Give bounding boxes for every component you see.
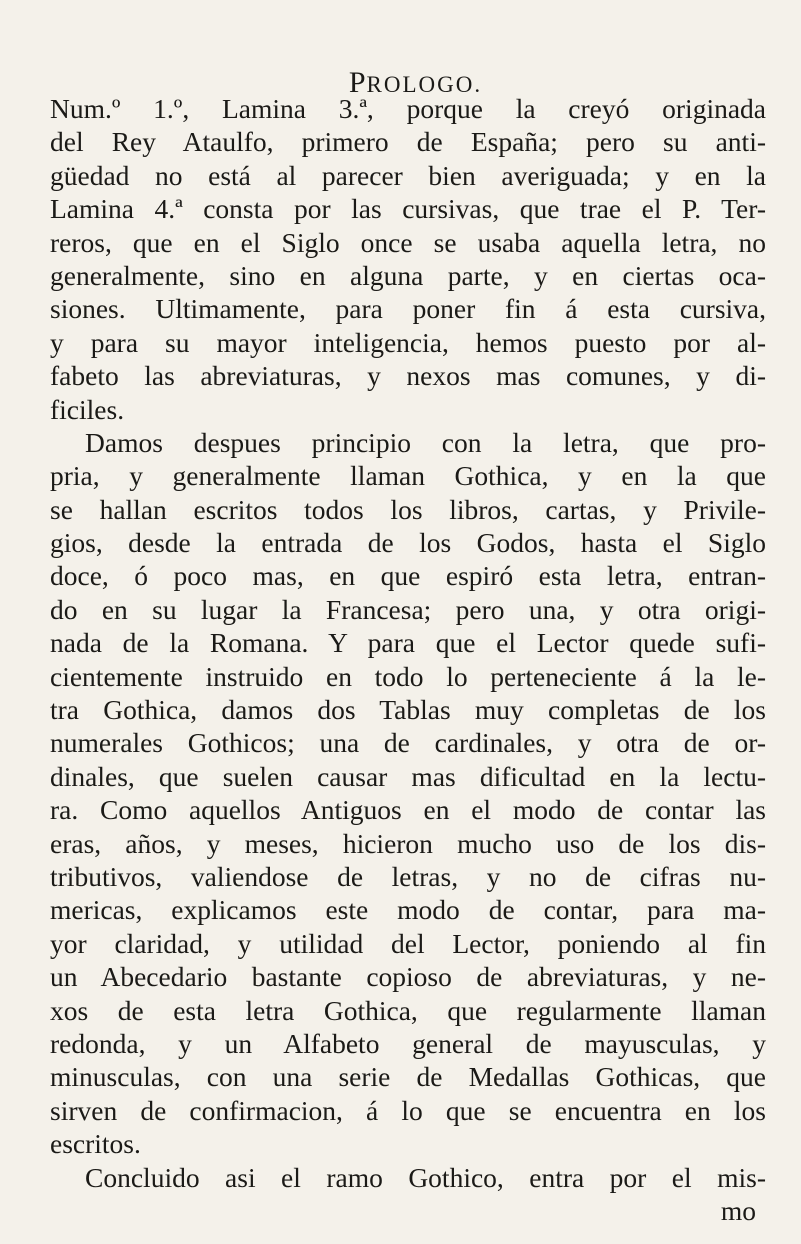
text-line: minusculas, con una serie de Medallas Gothicas, que: [50, 1061, 766, 1093]
text-line: xos de esta letra Gothica, que regularmente llaman: [50, 994, 766, 1026]
text-line: escritos.: [50, 1128, 141, 1160]
text-line: reros, que en el Siglo once se usaba aquella letra, no: [50, 226, 766, 258]
text-line: Num.º 1.º, Lamina 3.ª, porque la creyó originada: [50, 93, 766, 124]
text-line: ra. Como aquellos Antiguos en el modo de contar las: [50, 794, 766, 826]
text-line: siones. Ultimamente, para poner fin á esta cursiva,: [50, 293, 766, 325]
text-line: tra Gothica, damos dos Tablas muy completas de los: [50, 694, 766, 726]
text-line: mericas, explicamos este modo de contar, para ma-: [50, 894, 766, 926]
running-head-rest: ROLOGO.: [366, 72, 483, 97]
text-line: eras, años, y meses, hicieron mucho uso de los dis-: [50, 827, 766, 859]
text-line: cientemente instruido en todo lo perteneciente á la le-: [50, 660, 766, 692]
text-line: numerales Gothicos; una de cardinales, y otra de or-: [50, 727, 766, 759]
text-line: dinales, que suelen causar mas dificultad en la lectu-: [50, 760, 766, 792]
text-line: mo: [720, 1194, 756, 1226]
text-line: se hallan escritos todos los libros, cartas, y Privile-: [50, 493, 766, 525]
text-line: ficiles.: [50, 393, 125, 425]
text-line: do en su lugar la Francesa; pero una, y otra origi-: [50, 593, 766, 625]
body-text: [50, 92, 766, 1227]
running-head-initial: P: [348, 66, 367, 99]
text-line: generalmente, sino en alguna parte, y en ciertas oca-: [50, 259, 766, 291]
text-line: tributivos, valiendose de letras, y no de cifras nu-: [50, 860, 766, 892]
text-line: Concluido asi el ramo Gothico, entra por el mis-: [85, 1161, 766, 1193]
text-line: un Abecedario bastante copioso de abreviaturas, y ne-: [50, 961, 766, 993]
text-line: fabeto las abreviaturas, y nexos mas comunes, y di-: [50, 360, 766, 392]
text-line: redonda, y un Alfabeto general de mayusculas, y: [50, 1027, 766, 1059]
text-line: güedad no está al parecer bien averiguada; y en la: [50, 159, 766, 191]
text-line: del Rey Ataulfo, primero de España; pero su anti-: [50, 126, 766, 158]
text-line: gios, desde la entrada de los Godos, hasta el Siglo: [50, 527, 766, 559]
text-line: doce, ó poco mas, en que espiró esta letra, entran-: [50, 560, 766, 592]
text-line: y para su mayor inteligencia, hemos puesto por al-: [50, 326, 766, 358]
text-line: Lamina 4.ª consta por las cursivas, que trae el P. Ter-: [50, 193, 766, 225]
text-line: nada de la Romana. Y para que el Lector quede sufi-: [50, 627, 766, 659]
text-line: yor claridad, y utilidad del Lector, poniendo al fin: [50, 927, 766, 959]
text-line: Damos despues principio con la letra, que pro-: [85, 426, 766, 458]
text-line: sirven de confirmacion, á lo que se encuentra en los: [50, 1094, 766, 1126]
text-line: pria, y generalmente llaman Gothica, y en la que: [50, 460, 766, 492]
